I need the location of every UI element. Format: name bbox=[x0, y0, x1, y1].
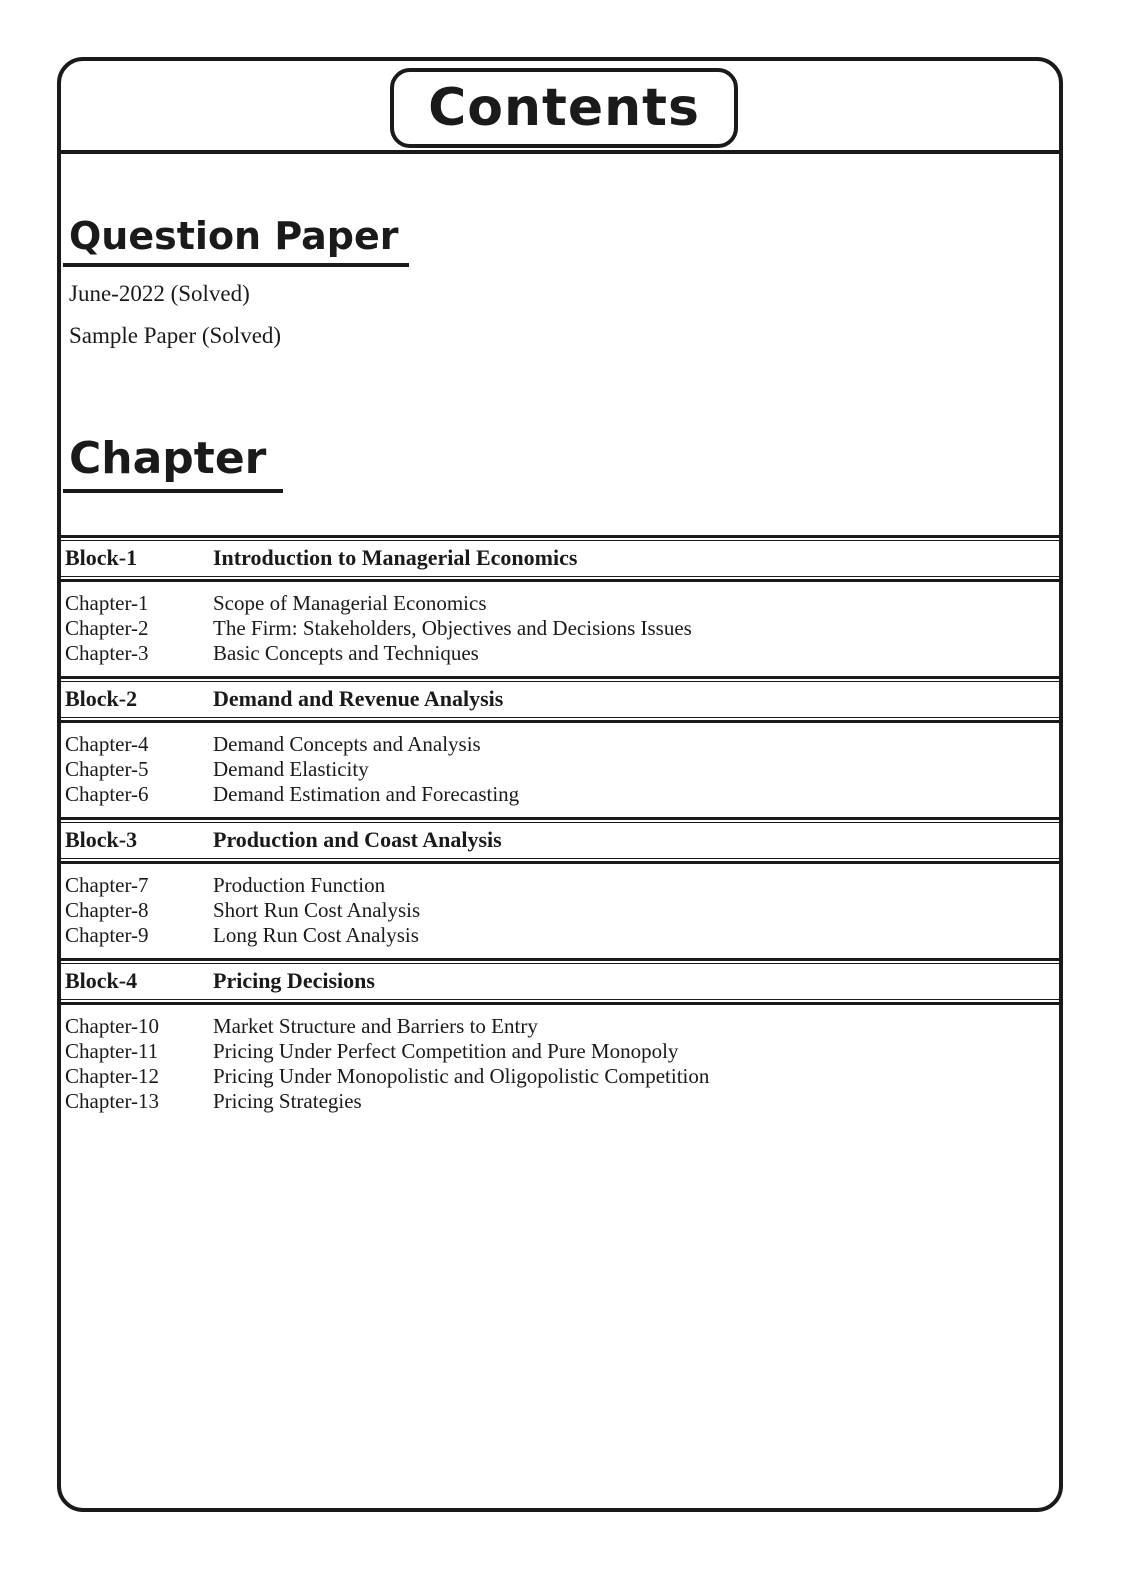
chapter-number: Chapter-2 bbox=[65, 616, 149, 640]
chapter-entry[interactable] bbox=[61, 757, 1059, 782]
block-title: Demand and Revenue Analysis bbox=[213, 686, 504, 711]
chapter-title: Demand Concepts and Analysis bbox=[213, 732, 481, 756]
chapter-heading: Chapter bbox=[69, 433, 267, 484]
chapter-entry[interactable] bbox=[61, 1089, 1059, 1114]
question-paper-heading: Question Paper bbox=[69, 214, 399, 258]
block-title: Introduction to Managerial Economics bbox=[213, 545, 578, 570]
chapter-number: Chapter-13 bbox=[65, 1089, 160, 1113]
chapter-number: Chapter-5 bbox=[65, 757, 149, 781]
question-paper-item: June-2022 (Solved) bbox=[69, 281, 250, 306]
page-frame bbox=[57, 57, 1063, 1512]
chapter-title: Basic Concepts and Techniques bbox=[213, 641, 479, 665]
chapter-list bbox=[61, 723, 1059, 817]
chapter-number: Chapter-11 bbox=[65, 1039, 159, 1063]
chapter-title: Demand Elasticity bbox=[213, 757, 369, 781]
chapter-title: Production Function bbox=[213, 873, 386, 897]
chapter-entry[interactable] bbox=[61, 641, 1059, 666]
table-of-contents bbox=[61, 535, 1059, 1124]
page-title: Contents bbox=[390, 68, 738, 148]
chapter-number: Chapter-10 bbox=[65, 1014, 160, 1038]
chapter-entry[interactable] bbox=[61, 898, 1059, 923]
chapter-title: Long Run Cost Analysis bbox=[213, 923, 419, 947]
chapter-list bbox=[61, 1005, 1059, 1124]
chapter-title: Scope of Managerial Economics bbox=[213, 591, 487, 615]
question-paper-item: Sample Paper (Solved) bbox=[69, 323, 282, 348]
chapter-number: Chapter-12 bbox=[65, 1064, 160, 1088]
chapter-entry[interactable] bbox=[61, 732, 1059, 757]
block-label: Block-4 bbox=[65, 968, 138, 993]
block-label: Block-3 bbox=[65, 827, 138, 852]
chapter-number: Chapter-7 bbox=[65, 873, 149, 897]
chapter-number: Chapter-9 bbox=[65, 923, 149, 947]
chapter-entry[interactable] bbox=[61, 1039, 1059, 1064]
chapter-underline bbox=[63, 489, 283, 493]
chapter-title: Pricing Under Perfect Competition and Pure Monopoly bbox=[213, 1039, 679, 1063]
chapter-list bbox=[61, 582, 1059, 676]
chapter-number: Chapter-3 bbox=[65, 641, 149, 665]
block-label: Block-2 bbox=[65, 686, 138, 711]
chapter-entry[interactable] bbox=[61, 873, 1059, 898]
chapter-entry[interactable] bbox=[61, 1064, 1059, 1089]
chapter-list bbox=[61, 864, 1059, 958]
chapter-title: Pricing Strategies bbox=[213, 1089, 362, 1113]
block-row bbox=[61, 964, 1059, 999]
chapter-number: Chapter-6 bbox=[65, 782, 149, 806]
chapter-title: Market Structure and Barriers to Entry bbox=[213, 1014, 538, 1038]
chapter-entry[interactable] bbox=[61, 923, 1059, 948]
block-title: Pricing Decisions bbox=[213, 968, 375, 993]
chapter-number: Chapter-1 bbox=[65, 591, 149, 615]
chapter-title: Pricing Under Monopolistic and Oligopolistic Competition bbox=[213, 1064, 710, 1088]
chapter-title: The Firm: Stakeholders, Objectives and Decisions Issues bbox=[213, 616, 692, 640]
chapter-title: Demand Estimation and Forecasting bbox=[213, 782, 520, 806]
header-divider bbox=[61, 150, 1059, 154]
chapter-entry[interactable] bbox=[61, 1014, 1059, 1039]
chapter-number: Chapter-8 bbox=[65, 898, 149, 922]
chapter-number: Chapter-4 bbox=[65, 732, 149, 756]
block-row bbox=[61, 823, 1059, 858]
block-row bbox=[61, 682, 1059, 717]
chapter-entry[interactable] bbox=[61, 616, 1059, 641]
block-label: Block-1 bbox=[65, 545, 138, 570]
block-row bbox=[61, 541, 1059, 576]
chapter-entry[interactable] bbox=[61, 782, 1059, 807]
question-paper-underline bbox=[63, 263, 409, 267]
chapter-title: Short Run Cost Analysis bbox=[213, 898, 421, 922]
block-title: Production and Coast Analysis bbox=[213, 827, 502, 852]
chapter-entry[interactable] bbox=[61, 591, 1059, 616]
